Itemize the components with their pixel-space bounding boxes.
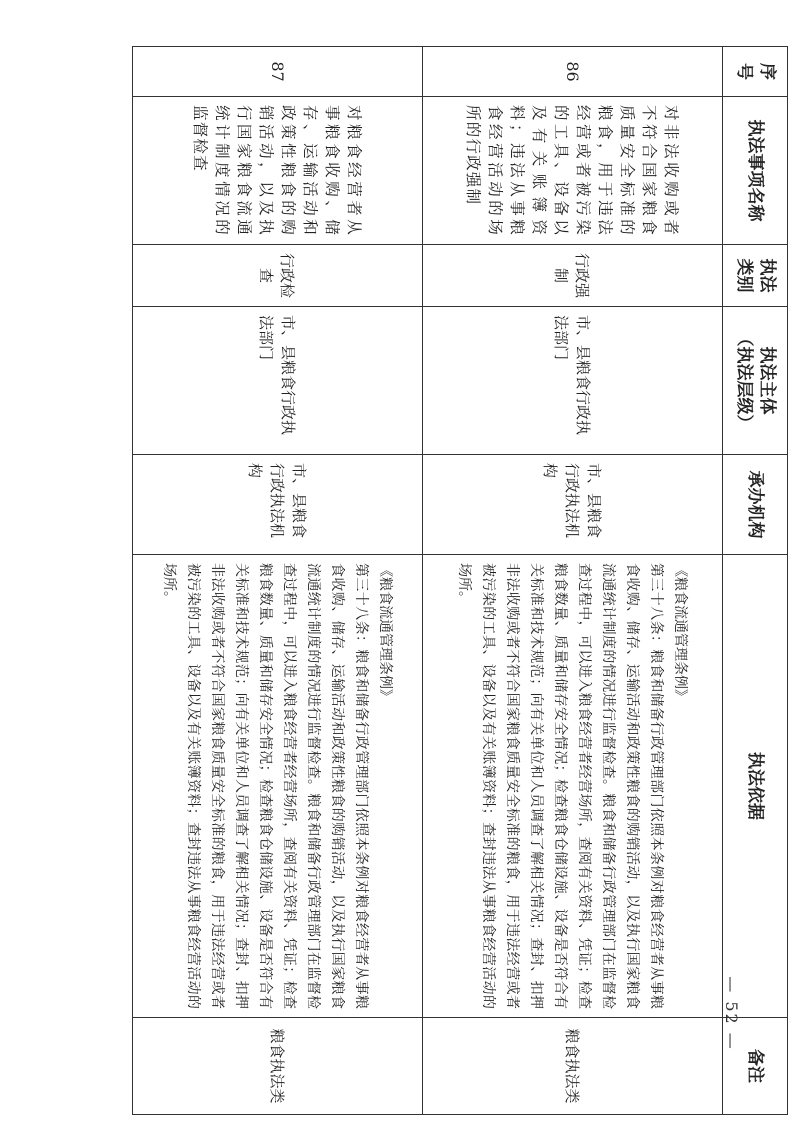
row-subject: 市、县粮食行政执法部门	[423, 307, 723, 455]
page-number: — 52 —	[721, 976, 741, 1051]
row-note: 粮食执法类	[133, 1018, 423, 1115]
row-category: 行政检查	[133, 245, 423, 307]
rotated-table-wrapper	[133, 46, 788, 1114]
row-seq: 87	[133, 47, 423, 97]
enforcement-table	[132, 46, 788, 1115]
basis-article-text: 第三十八条：粮食和储备行政管理部门依照本条例对粮食经营者从事粮食收购、储存、运输活动和政策性粮食的购销活动，以及执行国家粮食流通统计制度的情况进行监督检查。粮食和储备行政管理部门在监督检查过程中，可以进入粮食经营者经营场所，查阅有关资料、凭证；检查粮食数量、质量和储存安全情况；检查粮食仓储设施、设备是否符合有关标准和技术规范；向有关单位和人员调查了解相关情况；查封、扣押非法收购或者不符合国家粮食质量安全标准的粮食，用于违法经营或者被污染的工具、设备以及有关账簿资料；查封违法从事粮食经营活动的场所。	[161, 563, 370, 1009]
row-note: 粮食执法类	[423, 1018, 723, 1115]
row-org: 市、县粮食行政执法机构	[133, 455, 423, 555]
row-basis	[423, 555, 723, 1018]
table-row	[133, 47, 423, 1115]
header-category: 执法类别	[723, 245, 788, 307]
header-subject-line2: （执法层级）	[734, 329, 754, 432]
table-row	[423, 47, 723, 1115]
row-item-name: 对粮食经营者从事粮食收购、储存、运输活动和政策性粮食的购销活动，以及执行国家粮食流通统计制度情况的监督检查	[133, 97, 423, 245]
basis-law-title: 《粮食流通管理条例》	[672, 563, 689, 703]
table-header-row	[723, 47, 788, 1115]
header-org: 承办机构	[723, 455, 788, 555]
header-item: 执法事项名称	[723, 97, 788, 245]
header-subject-line1: 执法主体	[756, 346, 777, 415]
row-category: 行政强制	[423, 245, 723, 307]
row-seq: 86	[423, 47, 723, 97]
row-basis	[133, 555, 423, 1018]
row-org: 市、县粮食行政执法机构	[423, 455, 723, 555]
basis-law-title: 《粮食流通管理条例》	[377, 563, 394, 703]
row-subject: 市、县粮食行政执法部门	[133, 307, 423, 455]
header-note: 备注	[723, 1018, 788, 1115]
header-basis: 执法依据	[723, 555, 788, 1018]
basis-article-text: 第三十八条：粮食和储备行政管理部门依照本条例对粮食经营者从事粮食收购、储存、运输活动和政策性粮食的购销活动，以及执行国家粮食流通统计制度的情况进行监督检查。粮食和储备行政管理部门在监督检查过程中，可以进入粮食经营者经营场所，查阅有关资料、凭证；检查粮食数量、质量和储存安全情况；检查粮食仓储设施、设备是否符合有关标准和技术规范；向有关单位和人员调查了解相关情况；查封、扣押非法收购或者不符合国家粮食质量安全标准的粮食，用于违法经营或者被污染的工具、设备以及有关账簿资料；查封违法从事粮食经营活动的场所。	[456, 563, 665, 1009]
header-subject	[723, 307, 788, 455]
header-seq: 序号	[723, 47, 788, 97]
row-item-name: 对非法收购或者不符合国家粮食质量安全标准的粮食，用于违法经营或者被污染的工具、设备以及有关账簿资料；违法从事粮食经营活动的场所的行政强制	[423, 97, 723, 245]
